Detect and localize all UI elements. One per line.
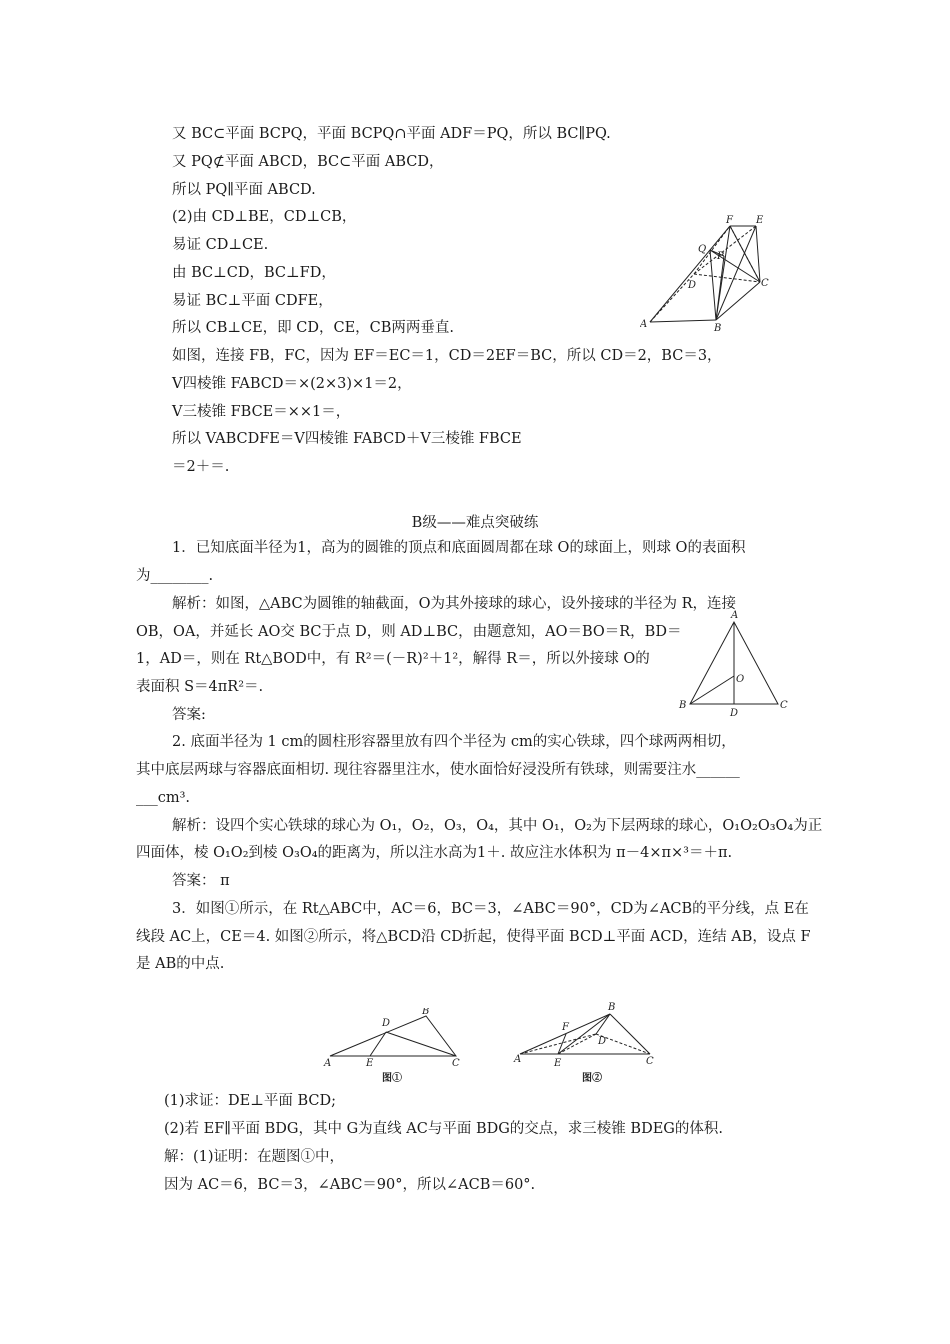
text-line: ＝2＋＝. [172, 459, 230, 475]
text-line: 所以 VABCDFE＝V四棱锥 FABCD＋V三棱锥 FBCE [172, 431, 522, 447]
label-F: F [726, 215, 733, 226]
label-C: C [452, 1058, 460, 1069]
text-line: 3．如图①所示，在 Rt△ABC中，AC＝6，BC＝3，∠ABC＝90°，CD为∠ACB的平分线，点 E在 [172, 901, 809, 917]
label-E: E [756, 215, 764, 226]
label-A: A [640, 319, 648, 330]
cone-section-figure [672, 608, 798, 718]
text-line: 解析：如图，△ABC为圆锥的轴截面，O为其外接球的球心，设外接球的半径为 R，连接 [172, 596, 737, 612]
figure-caption: 图② [582, 1073, 602, 1084]
text-line: 如图，连接 FB，FC，因为 EF＝EC＝1，CD＝2EF＝BC，所以 CD＝2，BC＝3， [172, 348, 722, 364]
text-line: 所以 CB⊥CE，即 CD，CE，CB两两垂直. [172, 320, 455, 336]
text-line: 易证 CD⊥CE. [172, 237, 269, 253]
text-line: 又 BC⊂平面 BCPQ，平面 BCPQ∩平面 ADF＝PQ，所以 BC∥PQ. [172, 126, 611, 142]
text-line: (2)若 EF∥平面 BDG，其中 G为直线 AC与平面 BDG的交点，求三棱锥 BDEG的体积. [164, 1121, 723, 1137]
text-line: 所以 PQ∥平面 ABCD. [172, 182, 316, 198]
polyhedron-figure [640, 212, 780, 336]
label-C: C [646, 1056, 654, 1067]
figure-1-triangle [318, 1008, 478, 1086]
text-line: 答案: [172, 707, 206, 723]
text-line: V四棱锥 FABCD＝×(2×3)×1＝2， [172, 376, 412, 392]
text-line: 由 BC⊥CD，BC⊥FD， [172, 265, 336, 281]
text-line: 是 AB的中点. [136, 956, 225, 972]
text-line: 易证 BC⊥平面 CDFE， [172, 293, 333, 309]
text-line: 四面体，棱 O₁O₂到棱 O₃O₄的距离为，所以注水高为1＋. 故应注水体积为 π－4×π×³＝＋π. [136, 845, 733, 861]
label-P: P [717, 251, 724, 262]
text-line: 表面积 S＝4πR²＝. [136, 679, 264, 695]
label-F: F [562, 1022, 569, 1033]
text-line: 解析：设四个实心铁球的球心为 O₁，O₂，O₃，O₄，其中 O₁，O₂为下层两球的球心，O₁O₂O₃O₄为正 [172, 818, 823, 834]
label-C: C [780, 700, 788, 711]
text-line: (2)由 CD⊥BE，CD⊥CB， [172, 209, 357, 225]
text-line: OB，OA，并延长 AO交 BC于点 D，则 AD⊥BC，由题意知，AO＝BO＝R，BD＝ [136, 624, 682, 640]
label-D: D [688, 280, 697, 291]
text-line: 解：(1)证明：在题图①中， [164, 1149, 345, 1165]
label-D: D [382, 1018, 391, 1029]
label-C: C [761, 278, 769, 289]
text-line: 因为 AC＝6，BC＝3，∠ABC＝90°，所以∠ACB＝60°. [164, 1177, 536, 1193]
text-line: 又 PQ⊄平面 ABCD，BC⊂平面 ABCD， [172, 154, 444, 170]
label-O: O [736, 674, 745, 685]
text-line: V三棱锥 FBCE＝××1＝， [172, 404, 351, 420]
label-A: A [324, 1058, 332, 1069]
figure-caption: 图① [382, 1073, 402, 1084]
text-line: 1，AD＝，则在 Rt△BOD中，有 R²＝(－R)²＋1²，解得 R＝，所以外接球 O的 [136, 651, 650, 667]
label-B: B [422, 1008, 430, 1017]
label-B: B [679, 700, 687, 711]
label-A: A [731, 610, 739, 621]
label-D: D [598, 1036, 607, 1047]
text-line: 线段 AC上，CE＝4. 如图②所示，将△BCD沿 CD折起，使得平面 BCD⊥平面 ACD，连结 AB，设点 F [136, 929, 811, 945]
label-E: E [554, 1058, 562, 1069]
label-B: B [714, 323, 722, 334]
label-D: D [730, 708, 739, 718]
text-line: 1．已知底面半径为1，高为的圆锥的顶点和底面圆周都在球 O的球面上，则球 O的表面积 [172, 540, 746, 556]
label-B: B [608, 1002, 616, 1013]
text-line: 为________. [136, 568, 214, 584]
text-line: 答案： π [172, 873, 230, 889]
label-E: E [366, 1058, 374, 1069]
label-Q: Q [698, 244, 707, 255]
text-line: 2. 底面半径为 1 cm的圆柱形容器里放有四个半径为 cm的实心铁球，四个球两两相切， [172, 734, 736, 750]
text-line: (1)求证：DE⊥平面 BCD; [164, 1093, 337, 1109]
figure-2-folded [510, 1000, 670, 1086]
section-heading: B级——难点突破练 [411, 515, 539, 531]
label-A: A [514, 1054, 522, 1065]
text-line: ___cm³. [136, 790, 191, 806]
text-line: 其中底层两球与容器底面相切. 现往容器里注水，使水面恰好浸没所有铁球，则需要注水______ [136, 762, 740, 778]
